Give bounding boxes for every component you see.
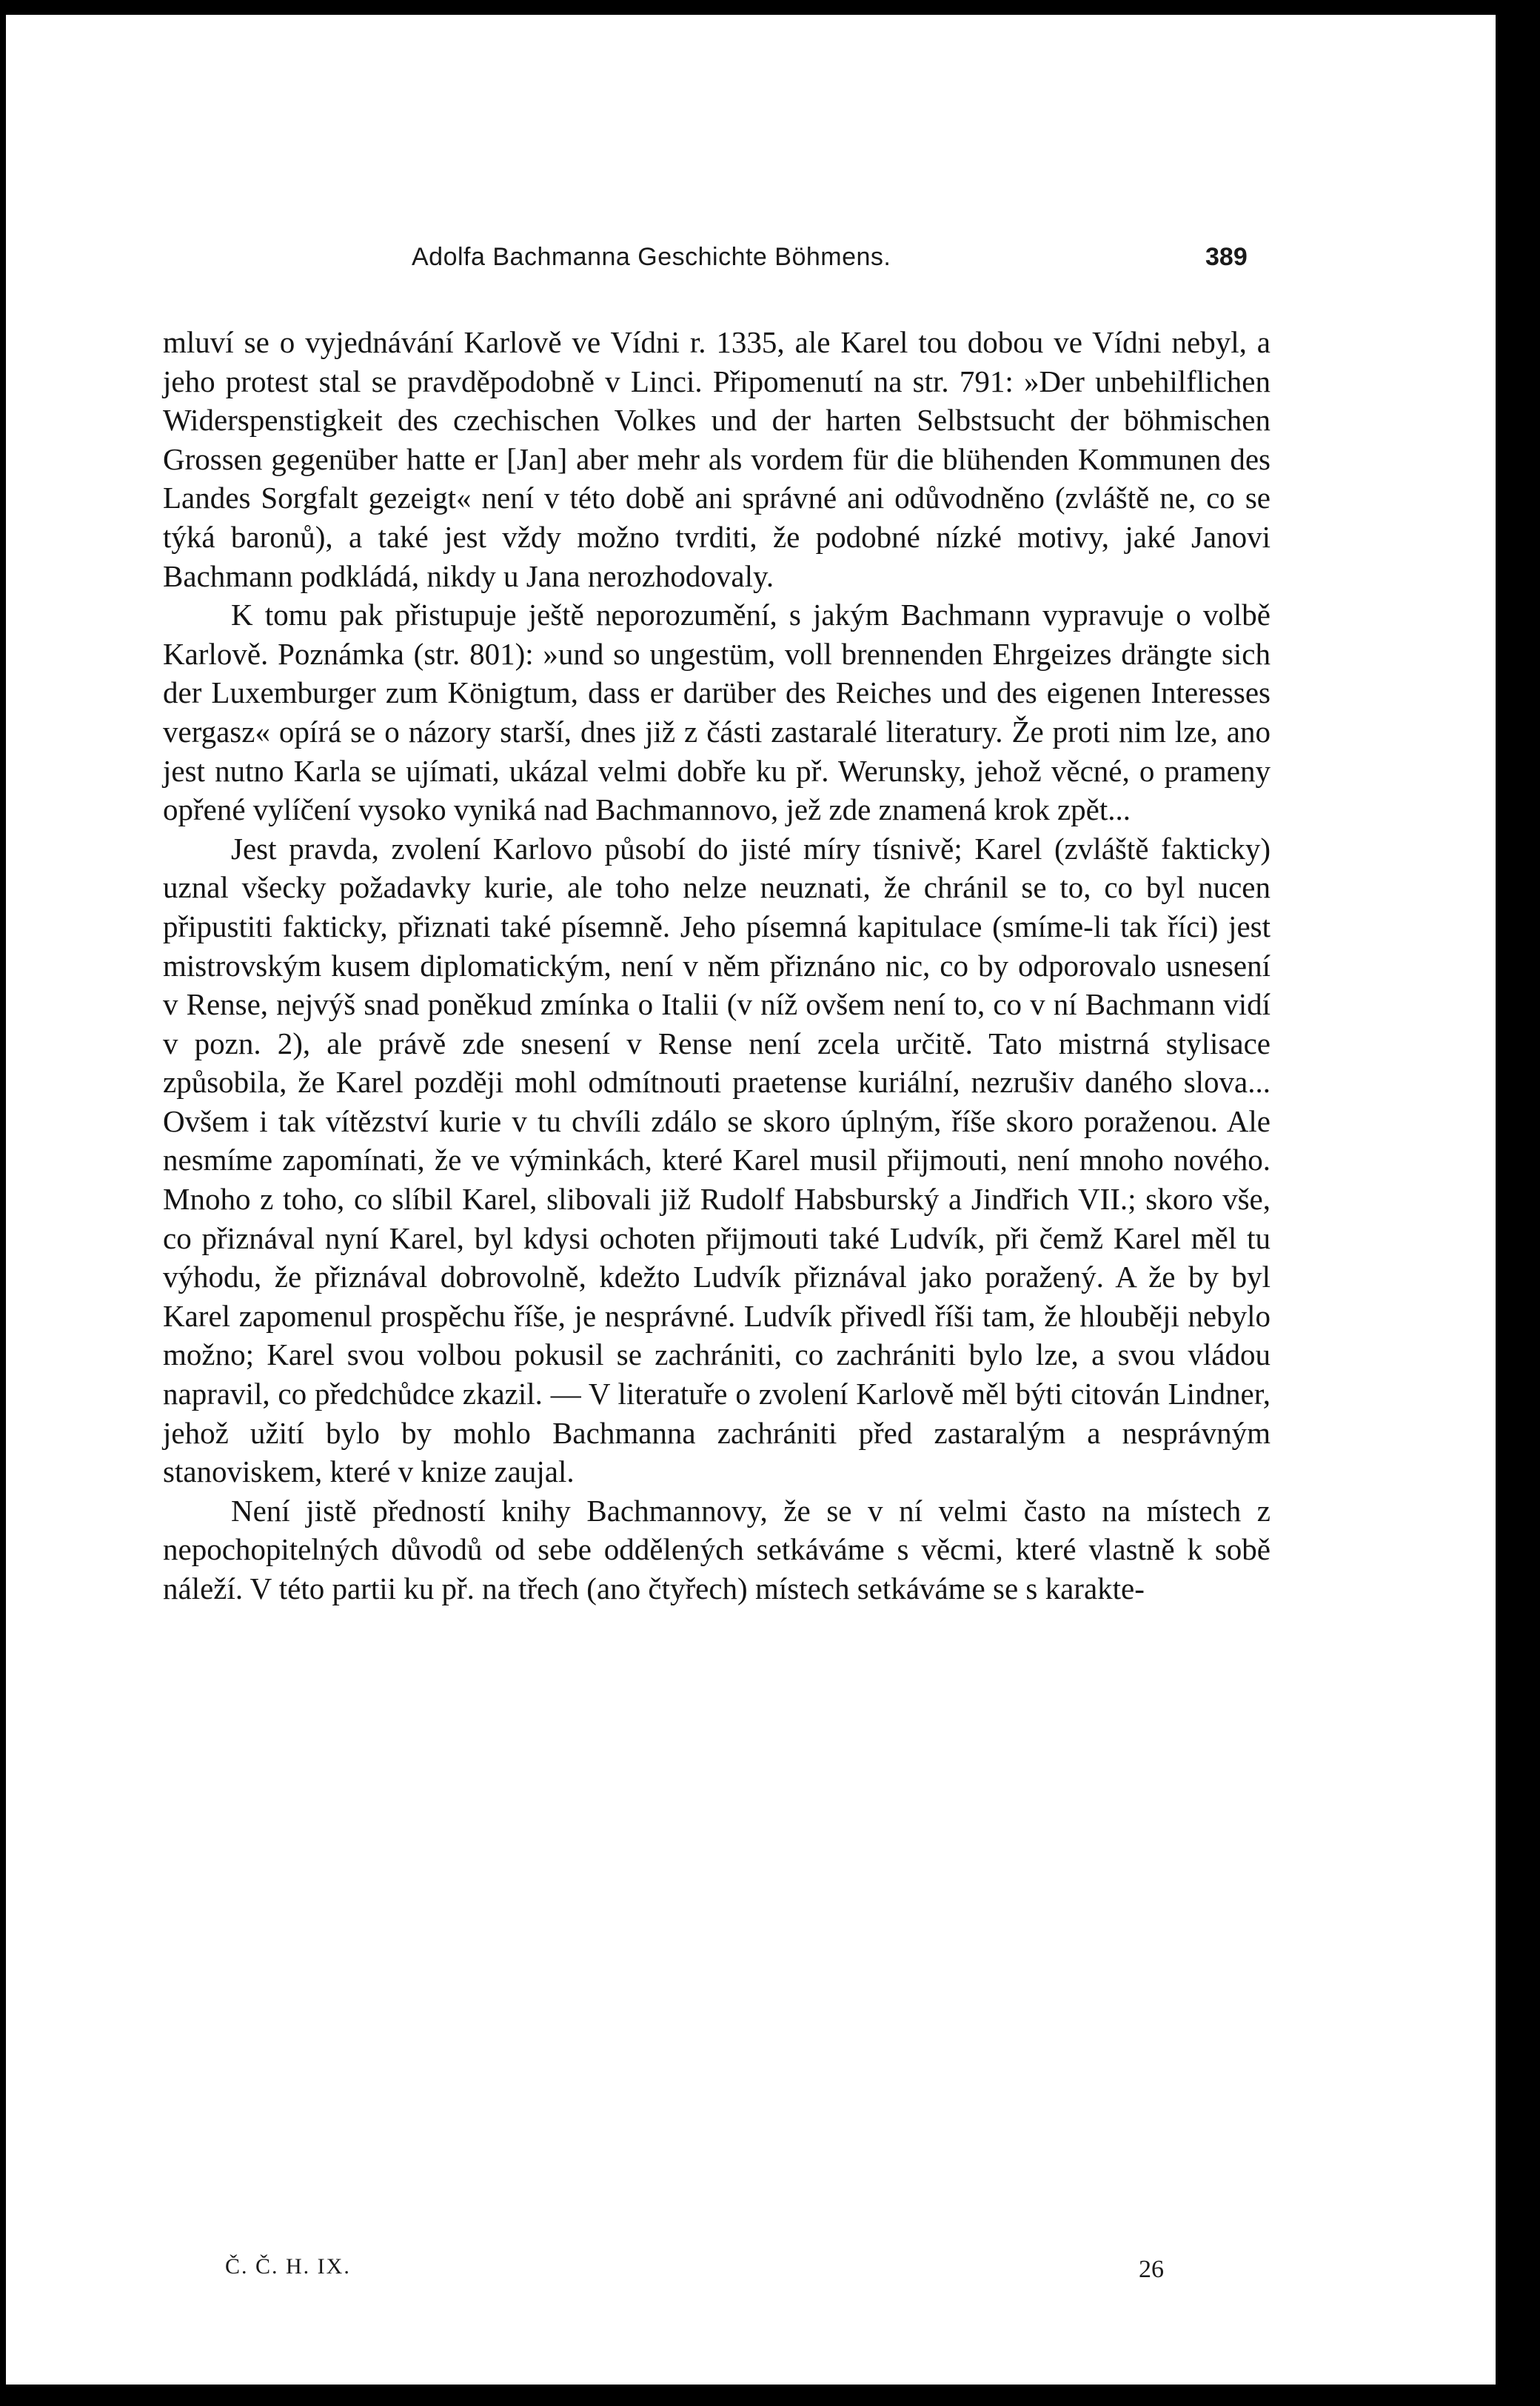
paragraph-3: Jest pravda, zvolení Karlovo působí do jisté míry tísnivě; Karel (zvláště fakticky) uznal všecky požadavky kurie, ale toho nelze neuznati, že chránil se to, co byl nucen připustiti fakticky, přiznati také písemně. Jeho písemná kapitulace (smíme-li tak říci) jest mistrovským kusem diplomatickým, není v něm přiznáno nic, co by odporovalo usnesení v Rense, nejvýš snad poněkud zmínka o Italii (v níž ovšem není to, co v ní Bachmann vidí v pozn. 2), ale právě zde snesení v Rense není zcela určitě. Tato mistrná stylisace způsobila, že Karel později mohl odmítnouti praetense kuriální, nezrušiv daného slova... Ovšem i tak vítězství kurie v tu chvíli zdálo se skoro úplným, říše skoro poraženou. Ale nesmíme zapomínati, že ve výminkách, které Karel musil přijmouti, není mnoho nového. Mnoho z toho, co slíbil Karel, slibovali již Rudolf Habsburský a Jindřich VII.; skoro vše, co přiznával nyní Karel, byl kdysi ochoten přijmouti také Ludvík, při čemž Karel měl tu výhodu, že přiznával dobrovolně, kdežto Ludvík přiznával jako poražený. A že by byl Karel zapomenul prospěchu říše, je nesprávné. Ludvík přivedl říši tam, že hlouběji nebylo možno; Karel svou volbou pokusil se zachrániti, co zachrániti bylo lze, a svou vládou napravil, co předchůdce zkazil. — V literatuře o zvolení Karlově měl býti citován Lindner, jehož užití bylo by mohlo Bachmanna zachrániti před zastaralým a nesprávným stanoviskem, které v knize zaujal. (163, 831, 1270, 1489)
running-title: Adolfa Bachmanna Geschichte Böhmens. (412, 243, 891, 271)
page (6, 15, 1497, 2385)
running-header (6, 243, 1496, 280)
gathering-number: 26 (1139, 2256, 1164, 2283)
paragraph-2: K tomu pak přistupuje ještě neporozumění, s jakým Bachmann vypravuje o volbě Karlově. Poznámka (str. 801): »und so ungestüm, voll brennenden Ehrgeizes drängte sich der Luxemburger zum Königtum, dass er darüber des Reiches und des eigenen Interesses vergasz« opírá se o názory starší, dnes již z části zastaralé literatury. Že proti nim lze, ano jest nutno Karla se ujímati, ukázal velmi dobře ku př. Werunsky, jehož věcné, o prameny opřené vylíčení vysoko vyniká nad Bachmannovo, jež zde znamená krok zpět... (163, 598, 1270, 827)
page-number: 389 (1205, 243, 1248, 271)
paragraph-4: Není jistě předností knihy Bachmannovy, že se v ní velmi často na místech z nepochopitelných důvodů od sebe oddělených setkáváme s věcmi, které vlastně k sobě náleží. V této partii ku př. na třech (ano čtyřech) místech setkáváme se s karakte- (163, 1493, 1270, 1605)
body-text (163, 323, 1270, 1608)
journal-signature: Č. Č. H. IX. (225, 2254, 351, 2279)
paragraph-1: mluví se o vyjednávání Karlově ve Vídni r. 1335, ale Karel tou dobou ve Vídni nebyl, a jeho protest stal se pravděpodobně v Linci. Připomenutí na str. 791: »Der unbehilflichen Widerspenstigkeit des czechischen Volkes und der harten Selbstsucht der böhmischen Grossen gegenüber hatte er [Jan] aber mehr als vordem für die blühenden Kommunen des Landes Sorgfalt gezeigt« není v této době ani správné ani odůvodněno (zvláště ne, co se týká baronů), a také jest vždy možno tvrditi, že podobné nízké motivy, jaké Janovi Bachmann podkládá, nikdy u Jana nerozhodovaly. (163, 325, 1270, 593)
